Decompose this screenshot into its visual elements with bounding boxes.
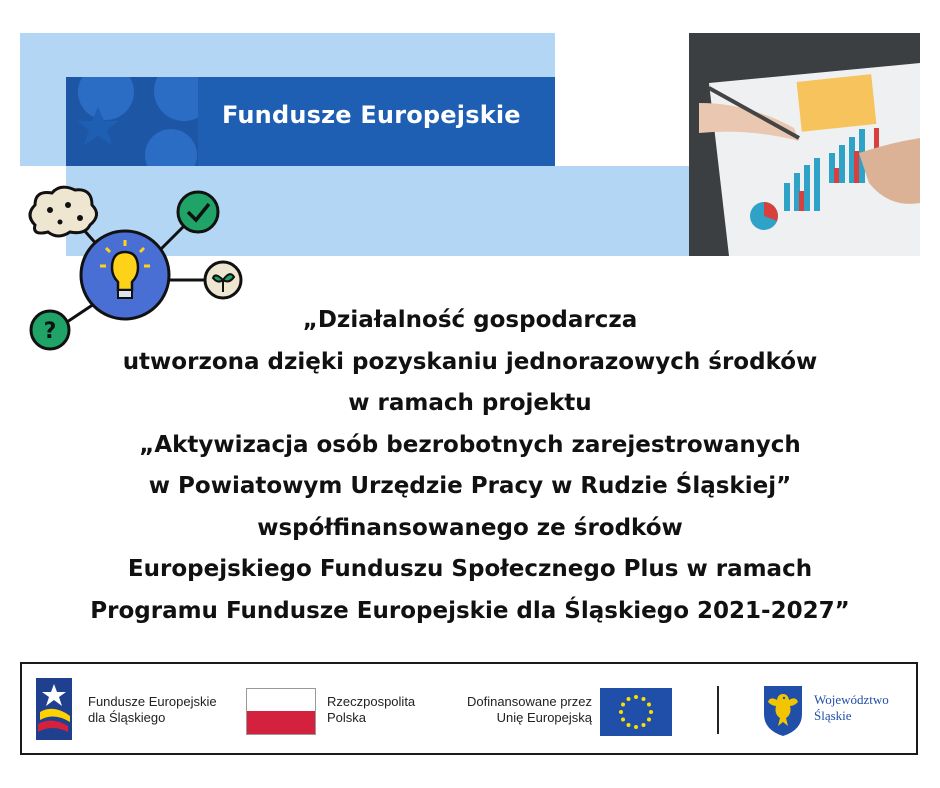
main-line: Programu Fundusze Europejskie dla Śląskiego 2021-2027” xyxy=(90,597,850,624)
eu-star xyxy=(627,723,631,727)
rp-line1: Rzeczpospolita xyxy=(327,694,416,709)
eu-star xyxy=(649,710,653,714)
cloud-thought-icon xyxy=(30,187,97,236)
svg-text:?: ? xyxy=(43,319,57,344)
eu-star xyxy=(642,723,646,727)
main-line: w Powiatowym Urzędzie Pracy w Rudzie Śląskiej” xyxy=(148,473,792,499)
eu-star xyxy=(619,710,623,714)
silesia-eagle-icon xyxy=(762,684,804,738)
fe-stars-logo xyxy=(66,77,198,166)
fe-logo-icon xyxy=(36,678,72,740)
eu-star xyxy=(621,703,625,707)
poland-flag-icon xyxy=(246,688,316,735)
funding-logos-bar xyxy=(20,662,918,755)
main-line: w ramach projektu xyxy=(348,390,592,416)
eu-star xyxy=(647,703,651,707)
rp-line2: Polska xyxy=(327,710,367,725)
eu-star xyxy=(634,725,638,729)
banner-title: Fundusze Europejskie xyxy=(222,101,521,129)
logos-divider xyxy=(717,686,719,734)
main-announcement xyxy=(0,300,940,632)
ws-line2: Śląskie xyxy=(814,708,852,723)
main-line: „Działalność gospodarcza xyxy=(302,307,638,333)
main-line: współfinansowanego ze środków xyxy=(257,514,683,541)
eu-line2: Unię Europejską xyxy=(496,710,592,725)
eu-star xyxy=(634,695,638,699)
eu-star xyxy=(627,697,631,701)
checkmark-icon xyxy=(178,192,218,232)
main-line: „Aktywizacja osób bezrobotnych zarejestrowanych xyxy=(139,431,801,458)
eu-star xyxy=(621,718,625,722)
ws-line1: Województwo xyxy=(814,692,889,707)
eu-flag-icon xyxy=(600,688,672,736)
fe-logo-line2: dla Śląskiego xyxy=(88,710,166,725)
eu-star xyxy=(647,718,651,722)
sprout-icon xyxy=(205,262,241,298)
main-line: utworzona dzięki pozyskaniu jednorazowych środków xyxy=(122,348,818,375)
business-charts-photo xyxy=(689,33,920,256)
main-line: Europejskiego Funduszu Społecznego Plus w ramach xyxy=(127,556,813,582)
eu-star xyxy=(642,697,646,701)
fe-logo-line1: Fundusze Europejskie xyxy=(88,694,217,709)
eu-line1: Dofinansowane przez xyxy=(466,694,592,709)
banner-light-block-lower xyxy=(198,166,689,256)
